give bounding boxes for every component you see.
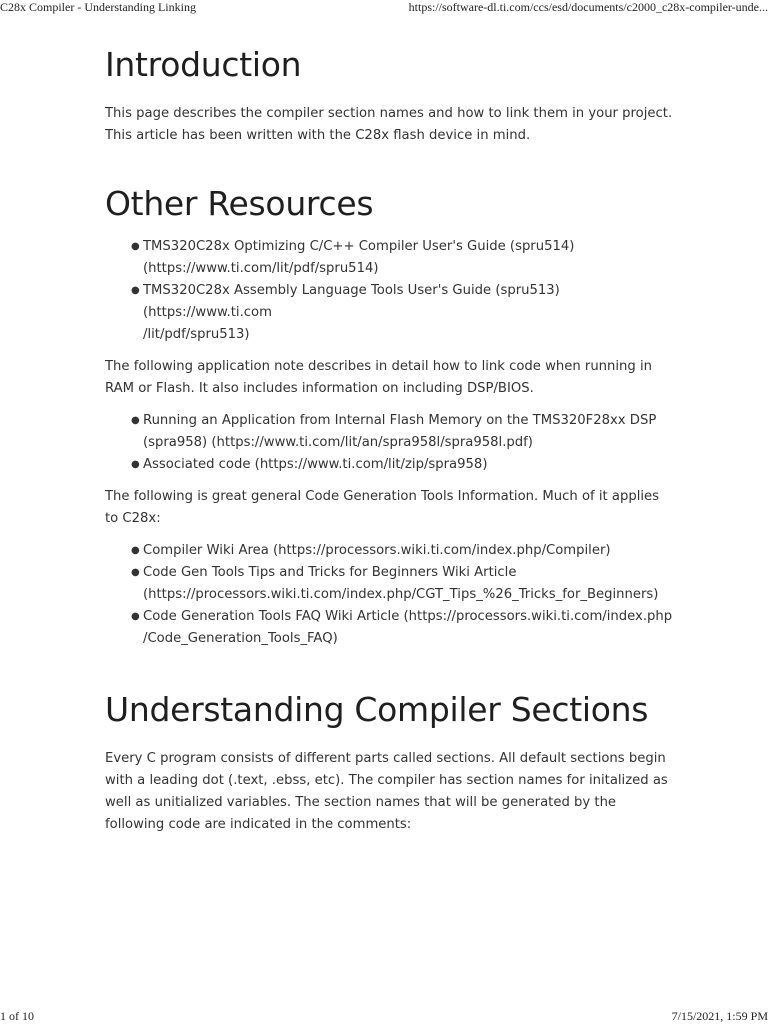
intro-paragraph: This page describes the compiler section names and how to link them in your project. This article has been written with the C28x flash device in mind. <box>105 106 673 143</box>
list-item-line: TMS320C28x Optimizing C/C++ Compiler User's Guide (spru514) <box>143 239 575 254</box>
bullet-icon: ● <box>131 285 140 296</box>
bullet-icon: ● <box>131 241 140 252</box>
bullet-icon: ● <box>131 567 140 578</box>
list-item-line: (spra958) (https://www.ti.com/lit/an/spra958l/spra958l.pdf) <box>143 435 533 450</box>
list-item-line: (https://processors.wiki.ti.com/index.php/CGT_Tips_%26_Tricks_for_Beginners) <box>143 587 659 602</box>
list-item[interactable] <box>131 280 675 346</box>
list-item-line: (https://www.ti.com/lit/pdf/spru514) <box>143 261 379 276</box>
list-item-line: Code Generation Tools FAQ Wiki Article (https://processors.wiki.ti.com/index.php <box>143 609 673 624</box>
cgt-intro: The following is great general Code Generation Tools Information. Much of it applies to C28x: <box>105 489 660 526</box>
print-header <box>0 0 768 16</box>
list-item[interactable] <box>131 410 675 454</box>
list-item-line: /Code_Generation_Tools_FAQ) <box>143 631 338 646</box>
print-footer <box>0 1009 768 1025</box>
guides-list <box>105 236 675 346</box>
list-item-line: /lit/pdf/spru513) <box>143 327 250 342</box>
list-item-line: Compiler Wiki Area (https://processors.wiki.ti.com/index.php/Compiler) <box>143 543 611 558</box>
bullet-icon: ● <box>131 611 140 622</box>
list-item-line: Associated code (https://www.ti.com/lit/zip/spra958) <box>143 457 488 472</box>
list-item[interactable] <box>131 606 675 650</box>
article-content <box>105 40 675 836</box>
list-item[interactable] <box>131 454 675 476</box>
list-item-line: Running an Application from Internal Flash Memory on the TMS320F28xx DSP <box>143 413 657 428</box>
bullet-icon: ● <box>131 415 140 426</box>
list-item[interactable] <box>131 562 675 606</box>
list-item[interactable] <box>131 236 675 280</box>
heading-other-resources: Other Resources <box>105 184 374 223</box>
print-header-title: C28x Compiler - Understanding Linking <box>0 0 196 14</box>
app-note-intro: The following application note describes in detail how to link code when running in RAM or Flash. It also includes information on including DSP/BIOS. <box>105 359 652 396</box>
list-item-line: Code Gen Tools Tips and Tricks for Beginners Wiki Article <box>143 565 517 580</box>
print-header-url: https://software-dl.ti.com/ccs/esd/documents/c2000_c28x-compiler-unde... <box>408 0 768 14</box>
page-number: 1 of 10 <box>0 1009 34 1023</box>
list-item[interactable] <box>131 540 675 562</box>
list-item-line: TMS320C28x Assembly Language Tools User's Guide (spru513) (https://www.ti.com <box>143 283 560 320</box>
app-notes-list <box>105 410 675 476</box>
bullet-icon: ● <box>131 459 140 470</box>
heading-introduction: Introduction <box>105 45 302 84</box>
cgt-links-list <box>105 540 675 650</box>
sections-paragraph: Every C program consists of different parts called sections. All default sections begin with a leading dot (.text, .ebss, etc). The compiler has section names for initalized as well as unitialized variables. The section names that will be generated by the following code are indicated in the comments: <box>105 751 668 832</box>
print-datetime: 7/15/2021, 1:59 PM <box>671 1009 768 1023</box>
bullet-icon: ● <box>131 545 140 556</box>
heading-understanding-compiler-sections: Understanding Compiler Sections <box>105 690 649 729</box>
